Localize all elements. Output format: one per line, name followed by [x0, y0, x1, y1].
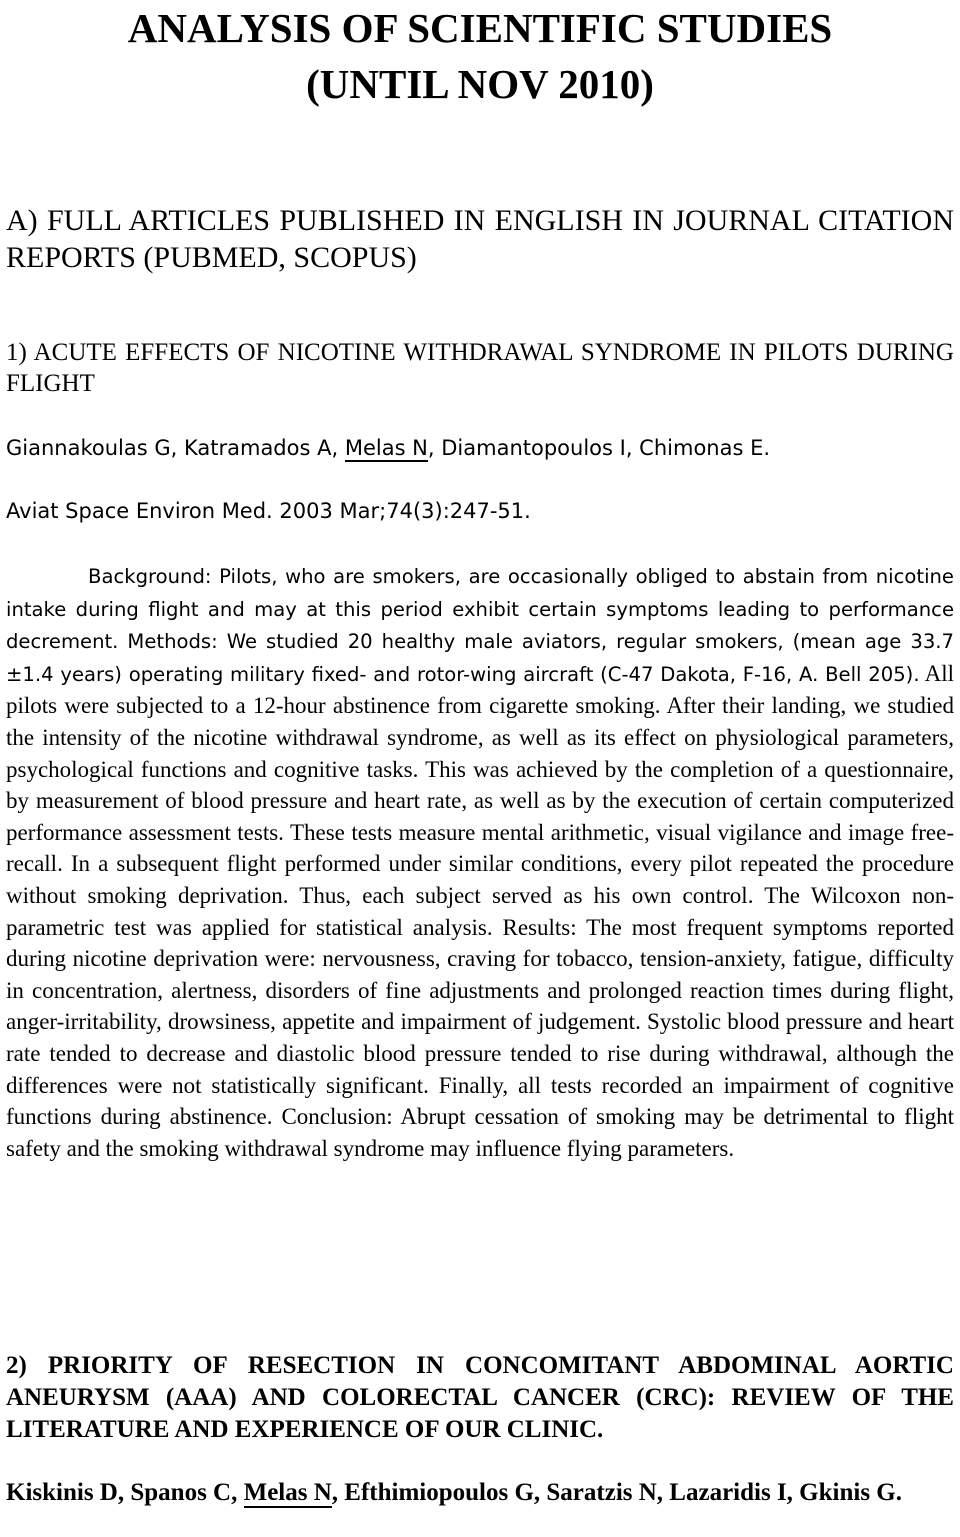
article-1-title: 1) ACUTE EFFECTS OF NICOTINE WITHDRAWAL SYNDROME IN PILOTS DURING FLIGHT: [6, 339, 954, 397]
article-1-highlighted-author: Melas N: [344, 436, 428, 460]
article-1-citation: Aviat Space Environ Med. 2003 Mar;74(3):247-51.: [6, 499, 531, 523]
article-2-highlighted-author: Melas N: [243, 1479, 332, 1506]
document-title-line-2: (UNTIL NOV 2010): [306, 61, 654, 107]
article-2-authors: [6, 1477, 954, 1509]
document-title: [0, 0, 960, 112]
article-1-authors-after: , Diamantopoulos I, Chimonas E.: [427, 436, 771, 460]
article-2-title: 2) PRIORITY OF RESECTION IN CONCOMITANT ABDOMINAL AORTIC ANEURYSM (AAA) AND COLORECTAL CANCER (CRC): REVIEW OF THE LITERATURE AND EXPERIENCE OF OUR CLINIC.: [6, 1352, 954, 1443]
article-1-abstract-intro: Background: Pilots, who are smokers, are occasionally obliged to abstain from nicotine intake during flight and may at this period exhibit certain symptoms leading to performance decrement. Methods: We studied 20 healthy male aviators, regular smokers, (mean age 33.7 ±1.4 years) operating military fixed- and rotor-wing aircraft (C-47 Dakota, F-16, A. Bell 205).: [6, 565, 954, 686]
article-2-authors-before: Kiskinis D, Spanos C,: [6, 1479, 244, 1506]
article-2-authors-after: , Efthimiopoulos G, Saratzis N, Lazaridis I, Gkinis G.: [331, 1479, 902, 1506]
document-title-line-1: ANALYSIS OF SCIENTIFIC STUDIES: [127, 5, 833, 51]
article-1-authors-before: Giannakoulas G, Katramados A,: [6, 436, 345, 460]
article-1-abstract: [6, 560, 954, 1164]
article-1-authors: [6, 433, 954, 463]
section-heading: A) FULL ARTICLES PUBLISHED IN ENGLISH IN JOURNAL CITATION REPORTS (PUBMED, SCOPUS): [6, 204, 954, 274]
article-1-abstract-rest: All pilots were subjected to a 12-hour abstinence from cigarette smoking. After their landing, we studied the intensity of the nicotine withdrawal syndrome, as well as its effect on physiological parameters, psychological functions and cognitive tasks. This was achieved by the completion of a questionnaire, by measurement of blood pressure and heart rate, as well as by the execution of certain computerized performance assessment tests. These tests measure mental arithmetic, visual vigilance and image free-recall. In a subsequent flight performed under similar conditions, every pilot repeated the procedure without smoking deprivation. Thus, each subject served as his own control. The Wilcoxon non-parametric test was applied for statistical analysis. Results: The most frequent symptoms reported during nicotine deprivation were: nervousness, craving for tobacco, tension-anxiety, fatigue, difficulty in concentration, alertness, disorders of fine adjustments and prolonged reaction times during flight, anger-irritability, drowsiness, appetite and impairment of judgement. Systolic blood pressure and heart rate tended to decrease and diastolic blood pressure tended to rise during withdrawal, although the differences were not statistically significant. Finally, all tests recorded an impairment of cognitive functions during abstinence. Conclusion: Abrupt cessation of smoking may be detrimental to flight safety and the smoking withdrawal syndrome may influence flying parameters.: [6, 660, 954, 1161]
